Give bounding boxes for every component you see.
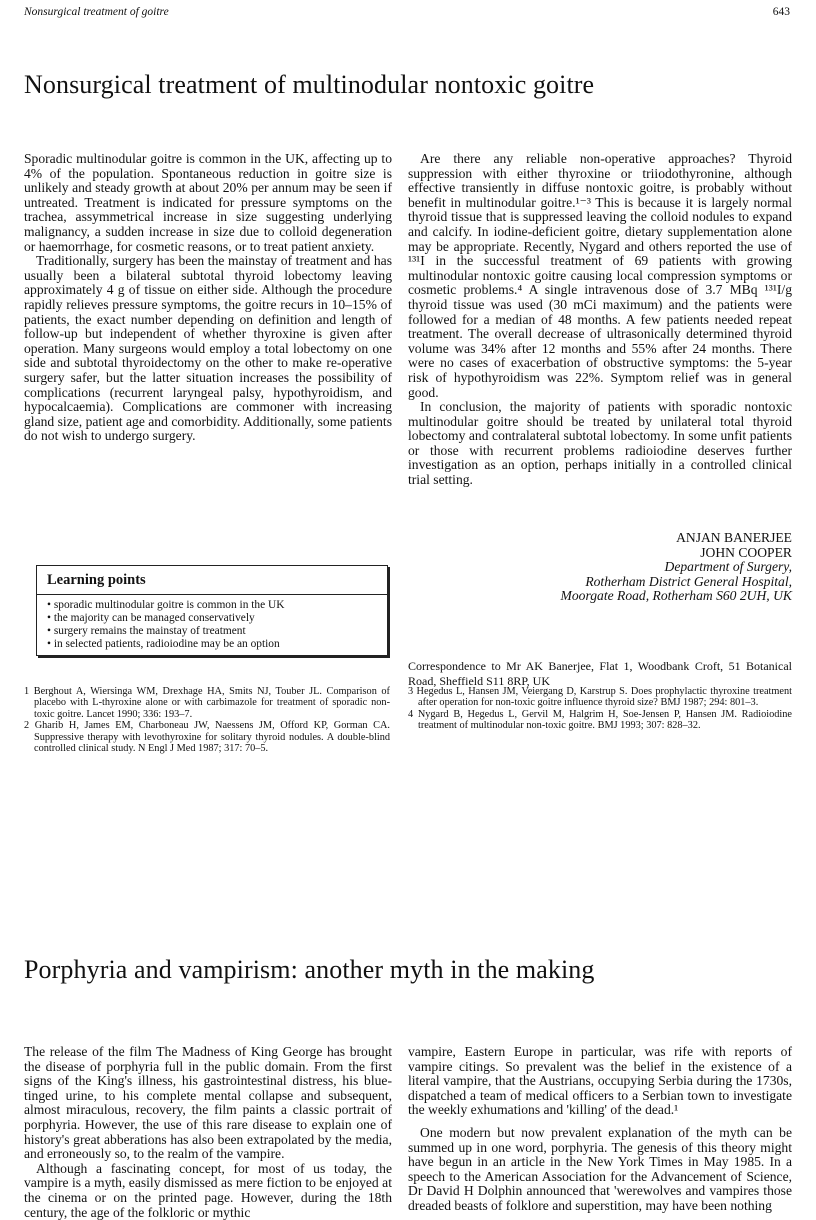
article1-left-column (24, 152, 392, 444)
author-signature (561, 531, 792, 604)
page-number: 643 (772, 6, 790, 18)
author-name: ANJAN BANERJEE (676, 530, 792, 545)
paragraph: Although a fascinating concept, for most of us today, the vampire is a myth, easily dismissed as mere fiction to be enjoyed at the cinema or on the printed page. However, during the 18th century, the age of the folkloric or mythic (24, 1160, 392, 1220)
reference-item: 2 Gharib H, James EM, Charboneau JW, Naessens JM, Offord KP, Gorman CA. Suppressive therapy with levothyroxine for solitary thyroid nodules. A double-blind controlled clinical study. N Engl J Med 1987; 317: 70–5. (24, 720, 390, 755)
paragraph: One modern but now prevalent explanation of the myth can be summed up in one word, porphyria. The genesis of this theory might have begun in an article in the New York Times in May 1985. In a speech to the American Association for the Advancement of Science, Dr David H Dolphin announced that 'werewolves and vampires those dreaded beasts of folklore and superstition, may have been nothing (408, 1124, 792, 1213)
learning-points-list (37, 599, 387, 651)
learning-points-heading: Learning points (37, 566, 387, 595)
article-title: Nonsurgical treatment of multinodular nontoxic goitre (24, 70, 595, 99)
paragraph: The release of the film The Madness of King George has brought the disease of porphyria full in the public domain. From the first signs of the King's illness, his gastrointestinal distress, his blue-tinged urine, to his complete mental collapse and subsequent, almost miraculous, recovery, the film paints a classic portrait of porphyria. However, the use of this rare disease to explain one of history's great abberations has also been extrapolated by the media, and erroneously so, to the realm of the vampire. (24, 1044, 392, 1162)
paragraph: Sporadic multinodular goitre is common in the UK, affecting up to 4% of the population. Spontaneous reduction in goitre size is unlikely and steady growth at about 20% per annum may be seen if untreated. Treatment is indicated for pressure symptoms on the trachea, assymmetrical increase in size suggesting underlying malignancy, a sudden increase in size due to colloid degeneration or haemorrhage, for cosmetic reasons, or to treat patient anxiety. (24, 151, 392, 254)
reference-item: 4 Nygard B, Hegedus L, Gervil M, Halgrim H, Soe-Jensen P, Hansen JM. Radioiodine treatment of multinodular non-toxic goitre. BMJ 1993; 307: 828–32. (408, 708, 792, 732)
paragraph: vampire, Eastern Europe in particular, was rife with reports of vampire citings. So prevalent was the belief in the existence of a literal vampire, that the Austrians, occupying Serbia during the 1730s, dispatched a team of medical officers to a Serbian town to investigate the weekly exhumations and 'killing' of the dead.¹ (408, 1044, 792, 1118)
learning-points-box (36, 565, 388, 656)
affiliation-line: Rotherham District General Hospital, (585, 573, 792, 589)
article1-right-column (408, 152, 792, 488)
author-name: JOHN COOPER (700, 544, 792, 560)
running-head: Nonsurgical treatment of goitre (24, 6, 169, 18)
affiliation-line: Department of Surgery, (664, 559, 792, 575)
correspondence: Correspondence to Mr AK Banerjee, Flat 1, Woodbank Croft, 51 Botanical Road, Sheffield S11 8RP, UK (408, 659, 792, 688)
list-item: • surgery remains the mainstay of treatment (47, 625, 387, 638)
list-item: • in selected patients, radioiodine may be an option (47, 638, 387, 651)
reference-item: 3 Hegedus L, Hansen JM, Veiergang D, Karstrup S. Does prophylactic thyroxine treatment after operation for non-toxic goitre influence thyroid size? BMJ 1987; 294: 801–3. (408, 686, 792, 709)
paragraph: Are there any reliable non-operative approaches? Thyroid suppression with either thyroxine or triiodothyronine, although effective transiently in diffuse nontoxic goitre, is probably without benefit in multinodular goitre.¹⁻³ This is because it is largely normal thyroid tissue that is suppressed leaving the colloid nodules to expand and calcify. In iodine-deficient goitre, dietary supplementation alone may be appropriate. Recently, Nygard and others reported the use of ¹³¹I in the successful treatment of 69 patients with growing multinodular nontoxic goitre causing local compression symptoms or cosmetic problems.⁴ A single intravenous dose of 3.7 MBq ¹³¹I/g thyroid tissue was used (30 mCi maximum) and the patients were followed for a median of 48 months. A few patients needed repeat treatment. The overall decrease of ultrasonically determined thyroid volume was 34% after 12 months and 55% after 24 months. There were no cases of exacerbation of obstructive symptoms: the 5-year risk of hypothyroidism was 22%. Symptom relief was in general good. (408, 151, 792, 400)
article-title: Porphyria and vampirism: another myth in the making (24, 955, 595, 984)
reference-item: 1 Berghout A, Wiersinga WM, Drexhage HA, Smits NJ, Touber JL. Comparison of placebo with L-thyroxine alone or with carbimazole for treatment of sporadic non-toxic goitre. Lancet 1990; 336: 193–7. (24, 686, 390, 720)
paragraph: In conclusion, the majority of patients with sporadic nontoxic multinodular goitre should be treated by unilateral total thyroid lobectomy and contralateral subtotal lobectomy. In some unfit patients or those with recurrent problems radioiodine deserves further investigation as an option, perhaps initially in a controlled clinical trial setting. (408, 399, 792, 488)
references-left (24, 686, 390, 754)
list-item: • sporadic multinodular goitre is common in the UK (47, 599, 387, 612)
paragraph: Traditionally, surgery has been the mainstay of treatment and has usually been a bilateral subtotal thyroid lobectomy leaving approximately 4 g of tissue on either side. Although the procedure rapidly relieves pressure symptoms, the goitre recurs in 10–15% of patients, the exact number depending on definition and length of follow-up but independent of whether thyroxine is given after operation. Many surgeons would employ a total lobectomy on one side and subtotal thyroidectomy on the other to make re-operative surgery safer, but the latter situation increases the possibility of complications (recurrent laryngeal palsy, hypothyroidism, and hypocalcaemia). Complications are commoner with increasing gland size, patient age and comorbidity. Additionally, some patients do not wish to undergo surgery. (24, 253, 392, 444)
article2-right-column (408, 1045, 792, 1214)
affiliation-line: Moorgate Road, Rotherham S60 2UH, UK (560, 588, 792, 604)
references-right (408, 686, 792, 732)
list-item: • the majority can be managed conservatively (47, 612, 387, 625)
article2-left-column (24, 1045, 392, 1220)
